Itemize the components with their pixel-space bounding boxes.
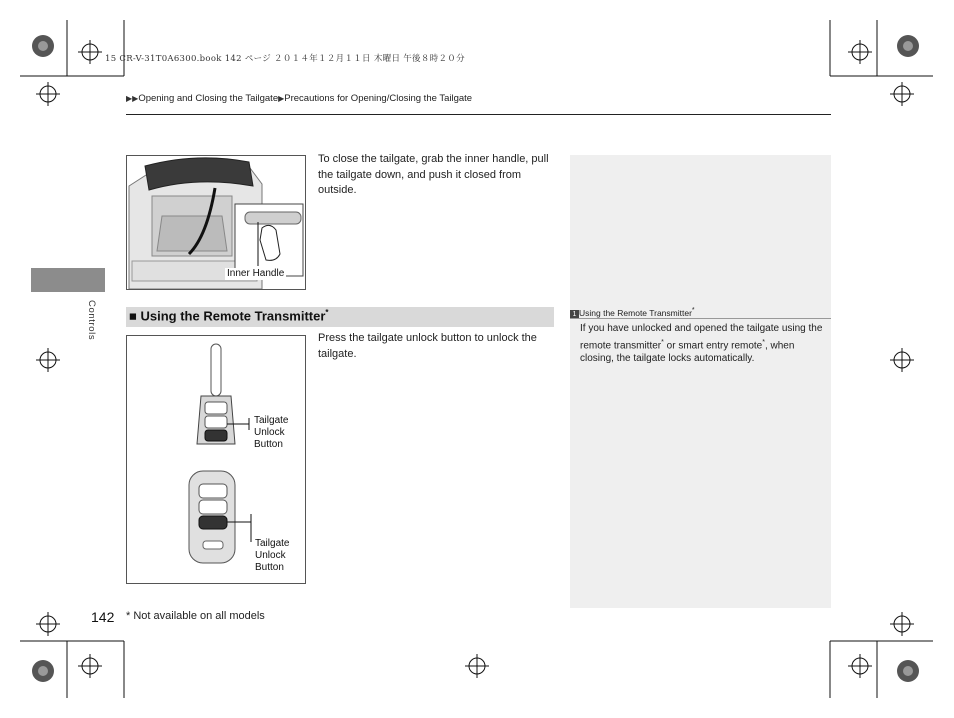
header-rule [126,114,831,115]
section-title-text: Using the Remote Transmitter [140,308,326,324]
section-square-icon: ■ [129,308,137,324]
page-number: 142 [91,609,115,625]
sidebar-note-heading: 1 Using the Remote Transmitter* [570,307,695,319]
sidebar-note-body: If you have unlocked and opened the tailgate using the remote transmitter* or smart entry remote*, when closing, the tailgate locks automatically. [580,323,823,365]
breadcrumb [126,93,472,104]
chapter-tab-label: Controls [86,300,97,341]
footnote: * Not available on all models [126,610,265,622]
sidebar-note-rule [570,318,831,319]
sidebar-panel [570,155,831,608]
tailgate-unlock-callout-top: Tailgate Unlock Button [254,415,289,450]
close-instructions: To close the tailgate, grab the inner handle, pull the tailgate down, and push it closed from outside. [318,153,549,196]
breadcrumb-level2[interactable]: Precautions for Opening/Closing the Tailgate [284,93,473,104]
chapter-tab[interactable] [31,268,105,292]
tailgate-unlock-callout-bottom: Tailgate Unlock Button [255,538,290,573]
breadcrumb-level1[interactable]: Opening and Closing the Tailgate [138,93,279,104]
section-asterisk: * [325,308,329,317]
tailgate-figure [126,155,306,290]
inner-handle-callout: Inner Handle [227,268,285,279]
print-job-line: 15 CR-V-31T0A6300.book 142 ページ ２０１４年１２月１１日 木曜日 午後８時２０分 [105,54,465,64]
unlock-instructions: Press the tailgate unlock button to unlock the tailgate. [318,332,537,360]
note-marker-icon: 1 [570,310,579,319]
section-title [129,308,329,323]
remote-figure [126,335,306,584]
breadcrumb-arrows-icon: ▶▶ [126,94,139,103]
breadcrumb-separator-icon: ▶ [278,94,285,103]
